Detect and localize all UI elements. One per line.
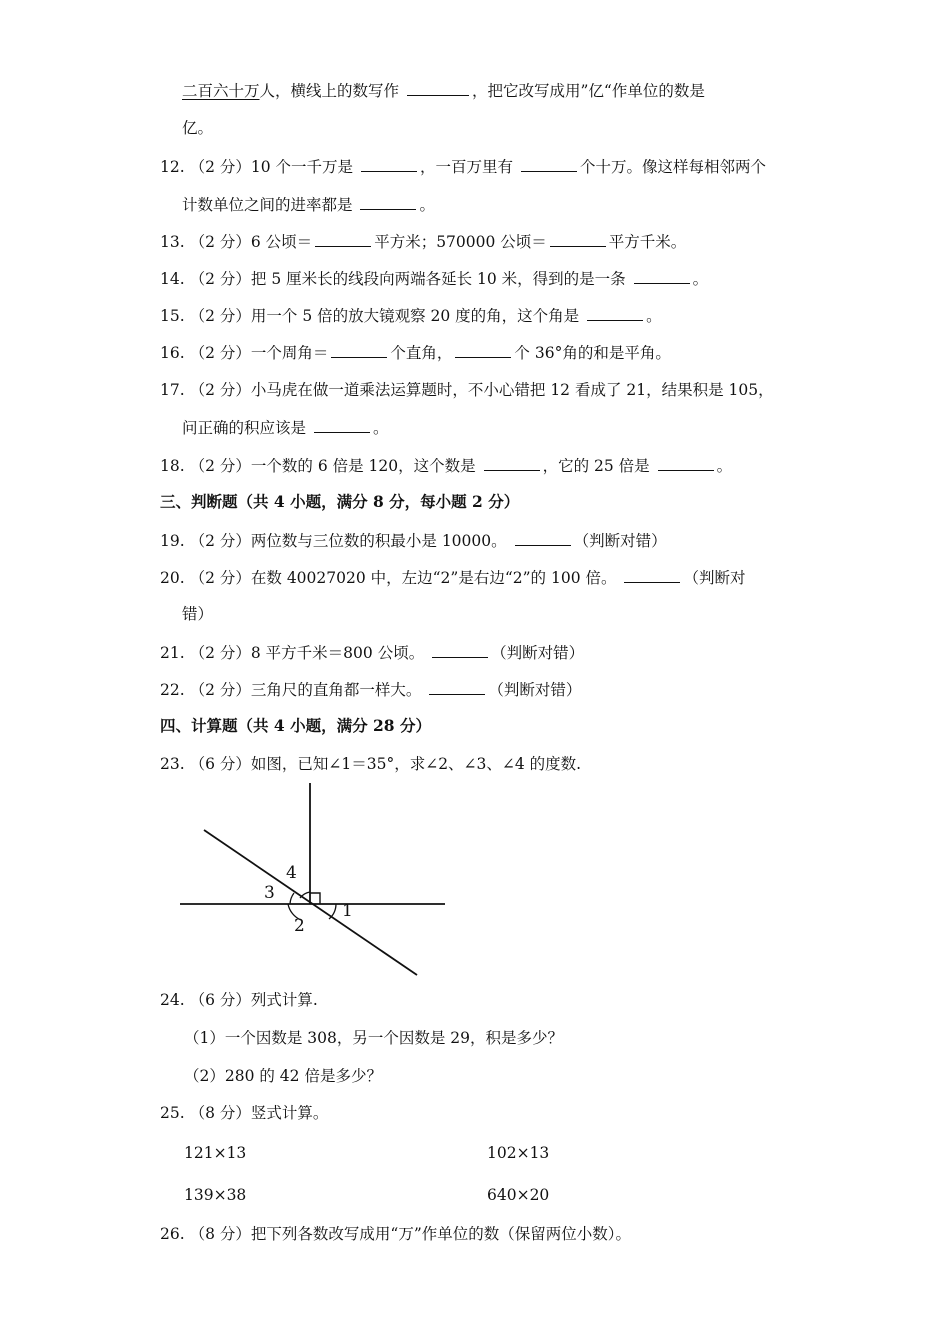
q18-line bbox=[160, 455, 732, 476]
q25-item-1: 121×13 bbox=[184, 1144, 247, 1162]
q21-score: （2 分） bbox=[189, 644, 251, 662]
q22-number: 22. bbox=[160, 681, 185, 699]
q11-text-a: 人，横线上的数写作 bbox=[259, 82, 400, 100]
q18-end: 。 bbox=[716, 457, 733, 475]
q14-line bbox=[160, 268, 708, 289]
q14-end: 。 bbox=[692, 270, 709, 288]
q23-line bbox=[160, 754, 581, 774]
q13-score: （2 分） bbox=[189, 233, 251, 251]
q26-number: 26. bbox=[160, 1225, 185, 1243]
q15-blank-1[interactable] bbox=[587, 305, 643, 321]
q18-number: 18. bbox=[160, 457, 185, 475]
q16-score: （2 分） bbox=[189, 344, 251, 362]
q13-text-c: 平方千米。 bbox=[608, 233, 687, 251]
q15-line bbox=[160, 305, 662, 326]
q20-line2: 错） bbox=[182, 605, 214, 623]
q25-text-a: 竖式计算。 bbox=[250, 1104, 329, 1122]
q11-text-b: ，把它改写成用”亿“作单位的数是 bbox=[471, 82, 705, 100]
q11-underlined-text: 二百六十万 bbox=[182, 82, 260, 100]
q12-score: （2 分） bbox=[189, 158, 251, 176]
q16-text-a: 一个周角＝ bbox=[250, 344, 329, 362]
q19-blank-1[interactable] bbox=[515, 530, 571, 546]
q22-line bbox=[160, 679, 581, 700]
q23-text-a: 如图，已知∠1＝35°，求∠2、∠3、∠4 的度数. bbox=[250, 755, 582, 773]
q19-line bbox=[160, 530, 667, 551]
q11-blank-1[interactable] bbox=[407, 80, 469, 96]
q17-line1 bbox=[160, 380, 774, 400]
q19-text-a: 两位数与三位数的积最小是 10000。 bbox=[250, 532, 507, 550]
angle-label-3: 3 bbox=[264, 883, 275, 903]
q20-tail: （判断对 bbox=[683, 569, 746, 587]
q18-text-a: 一个数的 6 倍是 120，这个数是 bbox=[250, 457, 476, 475]
q19-tail: （判断对错） bbox=[573, 532, 667, 550]
q19-number: 19. bbox=[160, 532, 185, 550]
q12-text-c: 个十万。像这样每相邻两个 bbox=[579, 158, 766, 176]
q22-score: （2 分） bbox=[189, 681, 251, 699]
q15-text-a: 用一个 5 倍的放大镜观察 20 度的角，这个角是 bbox=[250, 307, 580, 325]
q16-text-c: 个 36°角的和是平角。 bbox=[514, 344, 671, 362]
q25-item-3: 139×38 bbox=[184, 1186, 247, 1204]
angle-figure bbox=[170, 780, 460, 980]
q25-number: 25. bbox=[160, 1104, 185, 1122]
q18-blank-1[interactable] bbox=[484, 455, 540, 471]
angle-label-1: 1 bbox=[342, 901, 353, 921]
q26-score: （8 分） bbox=[189, 1225, 251, 1243]
q20-score: （2 分） bbox=[189, 569, 251, 587]
q15-score: （2 分） bbox=[189, 307, 251, 325]
q18-text-b: ，它的 25 倍是 bbox=[542, 457, 650, 475]
q23-score: （6 分） bbox=[189, 755, 251, 773]
q12-line1 bbox=[160, 156, 766, 177]
q13-line bbox=[160, 231, 686, 252]
section-4-heading: 四、计算题（共 4 小题，满分 28 分） bbox=[160, 716, 431, 735]
q14-number: 14. bbox=[160, 270, 185, 288]
q21-line bbox=[160, 642, 584, 663]
q12-end: 。 bbox=[419, 196, 435, 214]
q15-end: 。 bbox=[646, 307, 662, 325]
q25-score: （8 分） bbox=[189, 1104, 251, 1122]
q15-number: 15. bbox=[160, 307, 185, 325]
q16-text-b: 个直角， bbox=[390, 344, 453, 362]
angle-4-arc bbox=[300, 892, 310, 898]
q16-blank-2[interactable] bbox=[455, 342, 511, 358]
q20-number: 20. bbox=[160, 569, 185, 587]
q18-score: （2 分） bbox=[189, 457, 251, 475]
q24-sub-2: （2）280 的 42 倍是多少？ bbox=[184, 1067, 382, 1085]
q22-text-a: 三角尺的直角都一样大。 bbox=[250, 681, 422, 699]
q14-text-a: 把 5 厘米长的线段向两端各延长 10 米，得到的是一条 bbox=[250, 270, 626, 288]
q16-line bbox=[160, 342, 671, 363]
q12-text-a: 10 个一千万是 bbox=[250, 158, 354, 176]
q14-blank-1[interactable] bbox=[634, 268, 690, 284]
q24-score: （6 分） bbox=[189, 991, 251, 1009]
q20-line1 bbox=[160, 567, 745, 588]
q12-number: 12. bbox=[160, 158, 185, 176]
q21-number: 21. bbox=[160, 644, 185, 662]
q21-tail: （判断对错） bbox=[491, 644, 585, 662]
q17-line2 bbox=[182, 417, 388, 438]
q12-blank-2[interactable] bbox=[521, 156, 577, 172]
q14-score: （2 分） bbox=[189, 270, 251, 288]
q13-number: 13. bbox=[160, 233, 185, 251]
q13-text-b: 平方米；570000 公顷＝ bbox=[374, 233, 547, 251]
q12-blank-1[interactable] bbox=[361, 156, 417, 172]
q23-number: 23. bbox=[160, 755, 185, 773]
q16-blank-1[interactable] bbox=[331, 342, 387, 358]
q13-text-a: 6 公顷＝ bbox=[250, 233, 313, 251]
q24-sub-1: （1）一个因数是 308，另一个因数是 29，积是多少？ bbox=[184, 1029, 564, 1047]
q25-item-4: 640×20 bbox=[487, 1186, 550, 1204]
q22-tail: （判断对错） bbox=[488, 681, 582, 699]
q24-line bbox=[160, 990, 318, 1010]
q12-cont: 计数单位之间的进率都是 bbox=[182, 196, 353, 214]
q25-line bbox=[160, 1103, 328, 1123]
q11-line2: 亿。 bbox=[182, 119, 214, 137]
q21-blank-1[interactable] bbox=[432, 642, 488, 658]
q24-number: 24. bbox=[160, 991, 185, 1009]
q11-line1 bbox=[182, 80, 705, 101]
q25-item-2: 102×13 bbox=[487, 1144, 550, 1162]
q12-text-b: ，一百万里有 bbox=[419, 158, 513, 176]
q21-text-a: 8 平方千米＝800 公顷。 bbox=[250, 644, 425, 662]
q22-blank-1[interactable] bbox=[429, 679, 485, 695]
q20-text-a: 在数 40027020 中，左边“2”是右边“2”的 100 倍。 bbox=[250, 569, 617, 587]
q17-cont: 问正确的积应该是 bbox=[182, 419, 307, 437]
q16-number: 16. bbox=[160, 344, 185, 362]
q24-text-a: 列式计算. bbox=[250, 991, 318, 1009]
q20-blank-1[interactable] bbox=[624, 567, 680, 583]
angle-label-4: 4 bbox=[286, 863, 297, 883]
angle-label-2: 2 bbox=[294, 916, 305, 936]
q26-text-a: 把下列各数改写成用“万”作单位的数（保留两位小数）。 bbox=[250, 1225, 631, 1243]
q18-blank-2[interactable] bbox=[658, 455, 714, 471]
q17-number: 17. bbox=[160, 381, 185, 399]
q17-score: （2 分） bbox=[189, 381, 251, 399]
q17-end: 。 bbox=[372, 419, 389, 437]
q19-score: （2 分） bbox=[189, 532, 251, 550]
q13-blank-1[interactable] bbox=[315, 231, 371, 247]
q12-line2 bbox=[182, 194, 435, 215]
q13-blank-2[interactable] bbox=[550, 231, 606, 247]
q17-blank-1[interactable] bbox=[314, 417, 370, 433]
q17-text-a: 小马虎在做一道乘法运算题时，不小心错把 12 看成了 21，结果积是 105， bbox=[250, 381, 774, 399]
q26-line bbox=[160, 1224, 631, 1244]
q12-blank-3[interactable] bbox=[360, 194, 416, 210]
angle-3-arc bbox=[290, 893, 294, 904]
section-3-heading: 三、判断题（共 4 小题，满分 8 分，每小题 2 分） bbox=[160, 492, 520, 511]
